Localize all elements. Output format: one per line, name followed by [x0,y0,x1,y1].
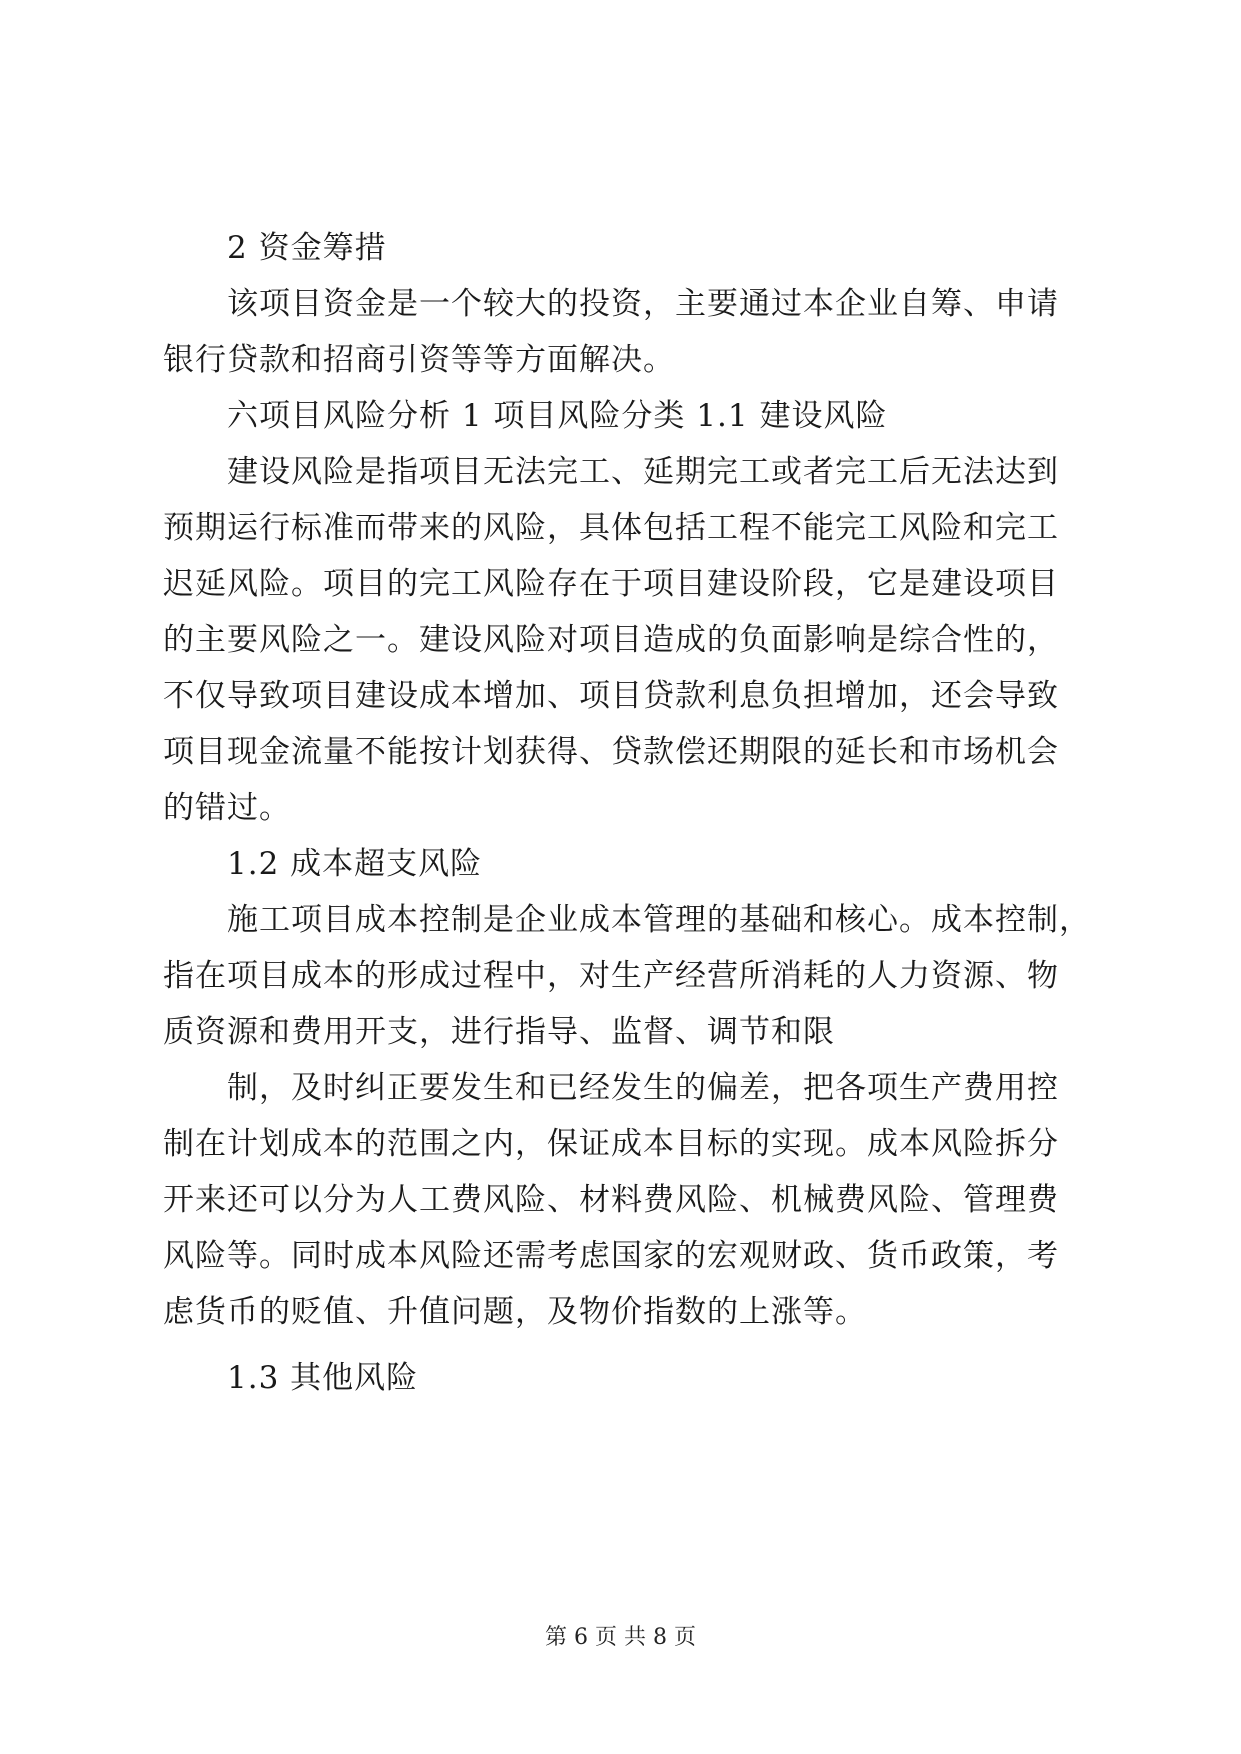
paragraph-line: 质资源和费用开支，进行指导、监督、调节和限 [163,1014,835,1050]
paragraph-line: 不仅导致项目建设成本增加、项目贷款利息负担增加，还会导致 [163,678,1059,714]
paragraph-line: 银行贷款和招商引资等等方面解决。 [163,342,675,378]
section-heading-other-risks: 1.3 其他风险 [227,1360,419,1396]
paragraph-line: 制，及时纠正要发生和已经发生的偏差，把各项生产费用控 [227,1070,1059,1106]
paragraph-line: 虑货币的贬值、升值问题，及物价指数的上涨等。 [163,1294,867,1330]
paragraph-line: 风险等。同时成本风险还需考虑国家的宏观财政、货币政策，考 [163,1238,1059,1274]
paragraph-line: 制在计划成本的范围之内，保证成本目标的实现。成本风险拆分 [163,1126,1059,1162]
paragraph-line: 指在项目成本的形成过程中，对生产经营所消耗的人力资源、物 [163,958,1059,994]
paragraph-line: 预期运行标准而带来的风险，具体包括工程不能完工风险和完工 [163,510,1059,546]
paragraph-line: 的主要风险之一。建设风险对项目造成的负面影响是综合性的， [163,622,1059,658]
paragraph-line: 的错过。 [163,790,291,826]
paragraph-line: 建设风险是指项目无法完工、延期完工或者完工后无法达到 [227,454,1059,490]
paragraph-line: 该项目资金是一个较大的投资，主要通过本企业自筹、申请 [227,286,1059,322]
paragraph-line: 开来还可以分为人工费风险、材料费风险、机械费风险、管理费 [163,1182,1059,1218]
section-heading-risk-analysis: 六项目风险分析 1 项目风险分类 1.1 建设风险 [227,398,888,434]
page-number-footer: 第 6 页 共 8 页 [545,1625,696,1650]
paragraph-line: 施工项目成本控制是企业成本管理的基础和核心。成本控制， [227,902,1091,938]
paragraph-line: 项目现金流量不能按计划获得、贷款偿还期限的延长和市场机会 [163,734,1059,770]
section-heading-cost-overrun: 1.2 成本超支风险 [227,846,483,882]
section-heading-funding: 2 资金筹措 [227,230,387,266]
paragraph-line: 迟延风险。项目的完工风险存在于项目建设阶段，它是建设项目 [163,566,1059,602]
